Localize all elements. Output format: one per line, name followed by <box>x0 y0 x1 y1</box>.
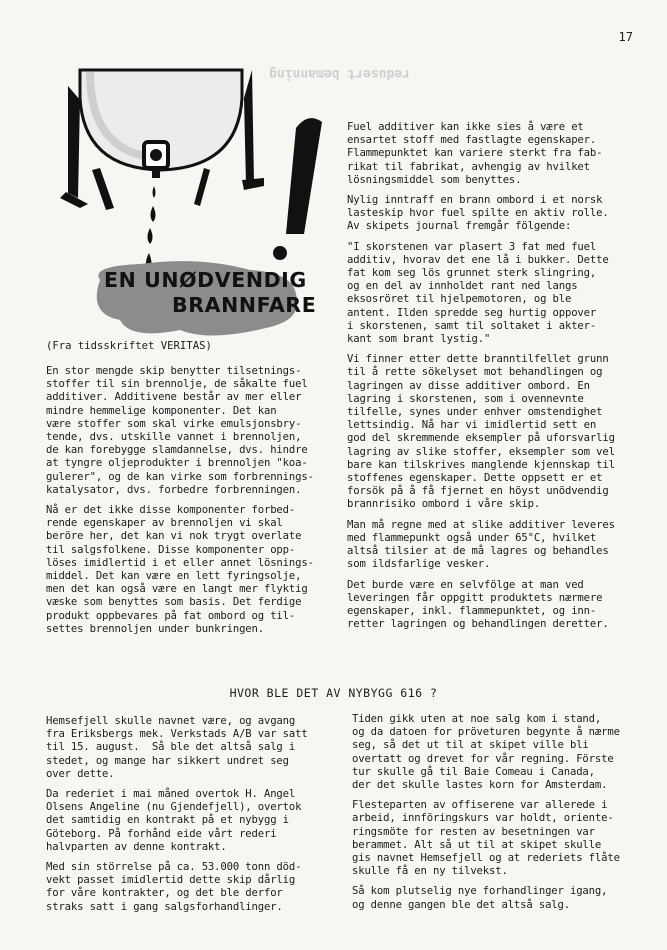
headline-line-2: BRANNFARE <box>172 293 317 317</box>
paragraph: Flesteparten av offiserene var allerede i arbeid, innföringskurs var holdt, oriente- ringsmöte for resten av besetningen var berammet. Alt så ut til at skipet skulle gis navnet Hemsefjell og at rederiets flåte skulle få en ny tilvekst. <box>352 799 620 878</box>
paragraph: Nylig inntraff en brann ombord i et norsk lasteskip hvor fuel spilte en aktiv rolle. Av skipets journal fremgår fölgende: <box>347 194 609 233</box>
paragraph: Man må regne med at slike additiver leveres med flammepunkt også under 65°C, hvilket altså tilsier at de må lagres og behandles som ildsfarlige vesker. <box>347 518 615 571</box>
paragraph: Da rederiet i mai måned overtok H. Angel Olsens Angeline (nu Gjendefjell), overtok det samtidig en kontrakt på et nybygg i Göteborg. På forhånd eide vårt rederi halvparten av denne kontrakt. <box>46 788 302 853</box>
barrel-icon <box>60 70 264 210</box>
paragraph: Nå er det ikke disse komponenter forbed- rende egenskaper av brennoljen vi skal beröre her, det kan vi nok trygt overlate til salgsfolkene. Disse komponenter opp- löses imidlertid i et eller annet lösnings- middel. Det kan være en lett fyringsolje, men det kan også være en langt mer flyktig væske som benyttes som basis. Det ferdige produkt oppbevares på fat ombord og til- settes brennoljen under bunkringen. <box>46 504 314 635</box>
nybygg-right-column <box>352 713 620 919</box>
headline-line-1: EN UNØDVENDIG <box>104 268 307 292</box>
drip-icon <box>146 186 156 271</box>
article-left-column <box>46 365 314 643</box>
paragraph: Vi finner etter dette branntilfellet grunn til å rette sökelyset mot behandlingen og lagringen av disse additiver ombord. En lagring i skorstenen, som i ovennevnte tilfelle, synes under enhver omstendighet lettsindig. Nå har vi imidlertid sett en god del skremmende eksempler på uforsvarlig lagring av slike stoffer, eksempler som vel bare kan tilskrives manglende kjennskap til stoffenes egenskaper. Dette oppsett er et forsök på å få fjernet en höyst unödvendig brannrisiko ombord i våre skip. <box>347 353 615 511</box>
article-right-column <box>347 121 615 638</box>
paragraph: Hemsefjell skulle navnet være, og avgang fra Eriksbergs mek. Verkstads A/B var satt til 15. august. Så ble det altså salg i stedet, og mange har sikkert undret seg over dette. <box>46 715 308 780</box>
paragraph: Med sin störrelse på ca. 53.000 tonn död- vekt passet imidlertid dette skip dårlig for våre kontrakter, og det ble derfor straks satt i gang salgsforhandlinger. <box>46 861 302 913</box>
paragraph: Tiden gikk uten at noe salg kom i stand, og da datoen for pröveturen begynte å nærme seg, så det ut til at skipet ville bli overtatt og drevet for vår regning. Förste tur skulle gå til Baie Comeau i Canada, der det skulle lastes korn for Amsterdam. <box>352 713 620 792</box>
paragraph: Fuel additiver kan ikke sies å være et ensartet stoff med fastlagte egenskaper. Flammepunktet kan variere sterkt fra fab- rikat til fabrikat, avhengig av hvilket lösningsmiddel som benyttes. <box>347 121 603 186</box>
paragraph: Det burde være en selvfölge at man ved leveringen får oppgitt produktets nærmere egenskaper, inkl. flammepunktet, og inn- retter lagringen og behandlingen deretter. <box>347 578 609 631</box>
section-heading: HVOR BLE DET AV NYBYGG 616 ? <box>229 686 438 700</box>
paragraph: Så kom plutselig nye forhandlinger igang, og denne gangen ble det altså salg. <box>352 885 608 911</box>
exclamation-icon <box>273 118 322 260</box>
paragraph: En stor mengde skip benytter tilsetnings- stoffer til sin brennolje, de såkalte fuel additiver. Additivene består av mer eller mindre hemmelige komponenter. Det kan være stoffer som skal virke emulsjonsbry- tende, dvs. utskille vannet i brennoljen, de kan forebygge slamdannelse, dvs. hindre at tyngre oljeprodukter i brennoljen "koa- gulerer", og de kan virke som forbrennings- katalysator, dvs. forbedre forbrenningen. <box>46 365 314 496</box>
nybygg-left-column <box>46 715 308 921</box>
bleed-through-text: redusert bemanning <box>269 66 410 81</box>
page-number: 17 <box>618 30 633 44</box>
caption: (Fra tidsskriftet VERITAS) <box>46 340 212 352</box>
quote-paragraph: "I skorstenen var plasert 3 fat med fuel additiv, hvorav det ene lå i bukker. Dette fat kom seg lös grunnet sterk slingring, og en del av innholdet rant ned langs eksosröret til hjelpemotoren, og ble antent. Ilden spredde seg hurtig oppover i skorstenen, samt til soltaket i akter- kant som brant lystig." <box>347 240 609 346</box>
